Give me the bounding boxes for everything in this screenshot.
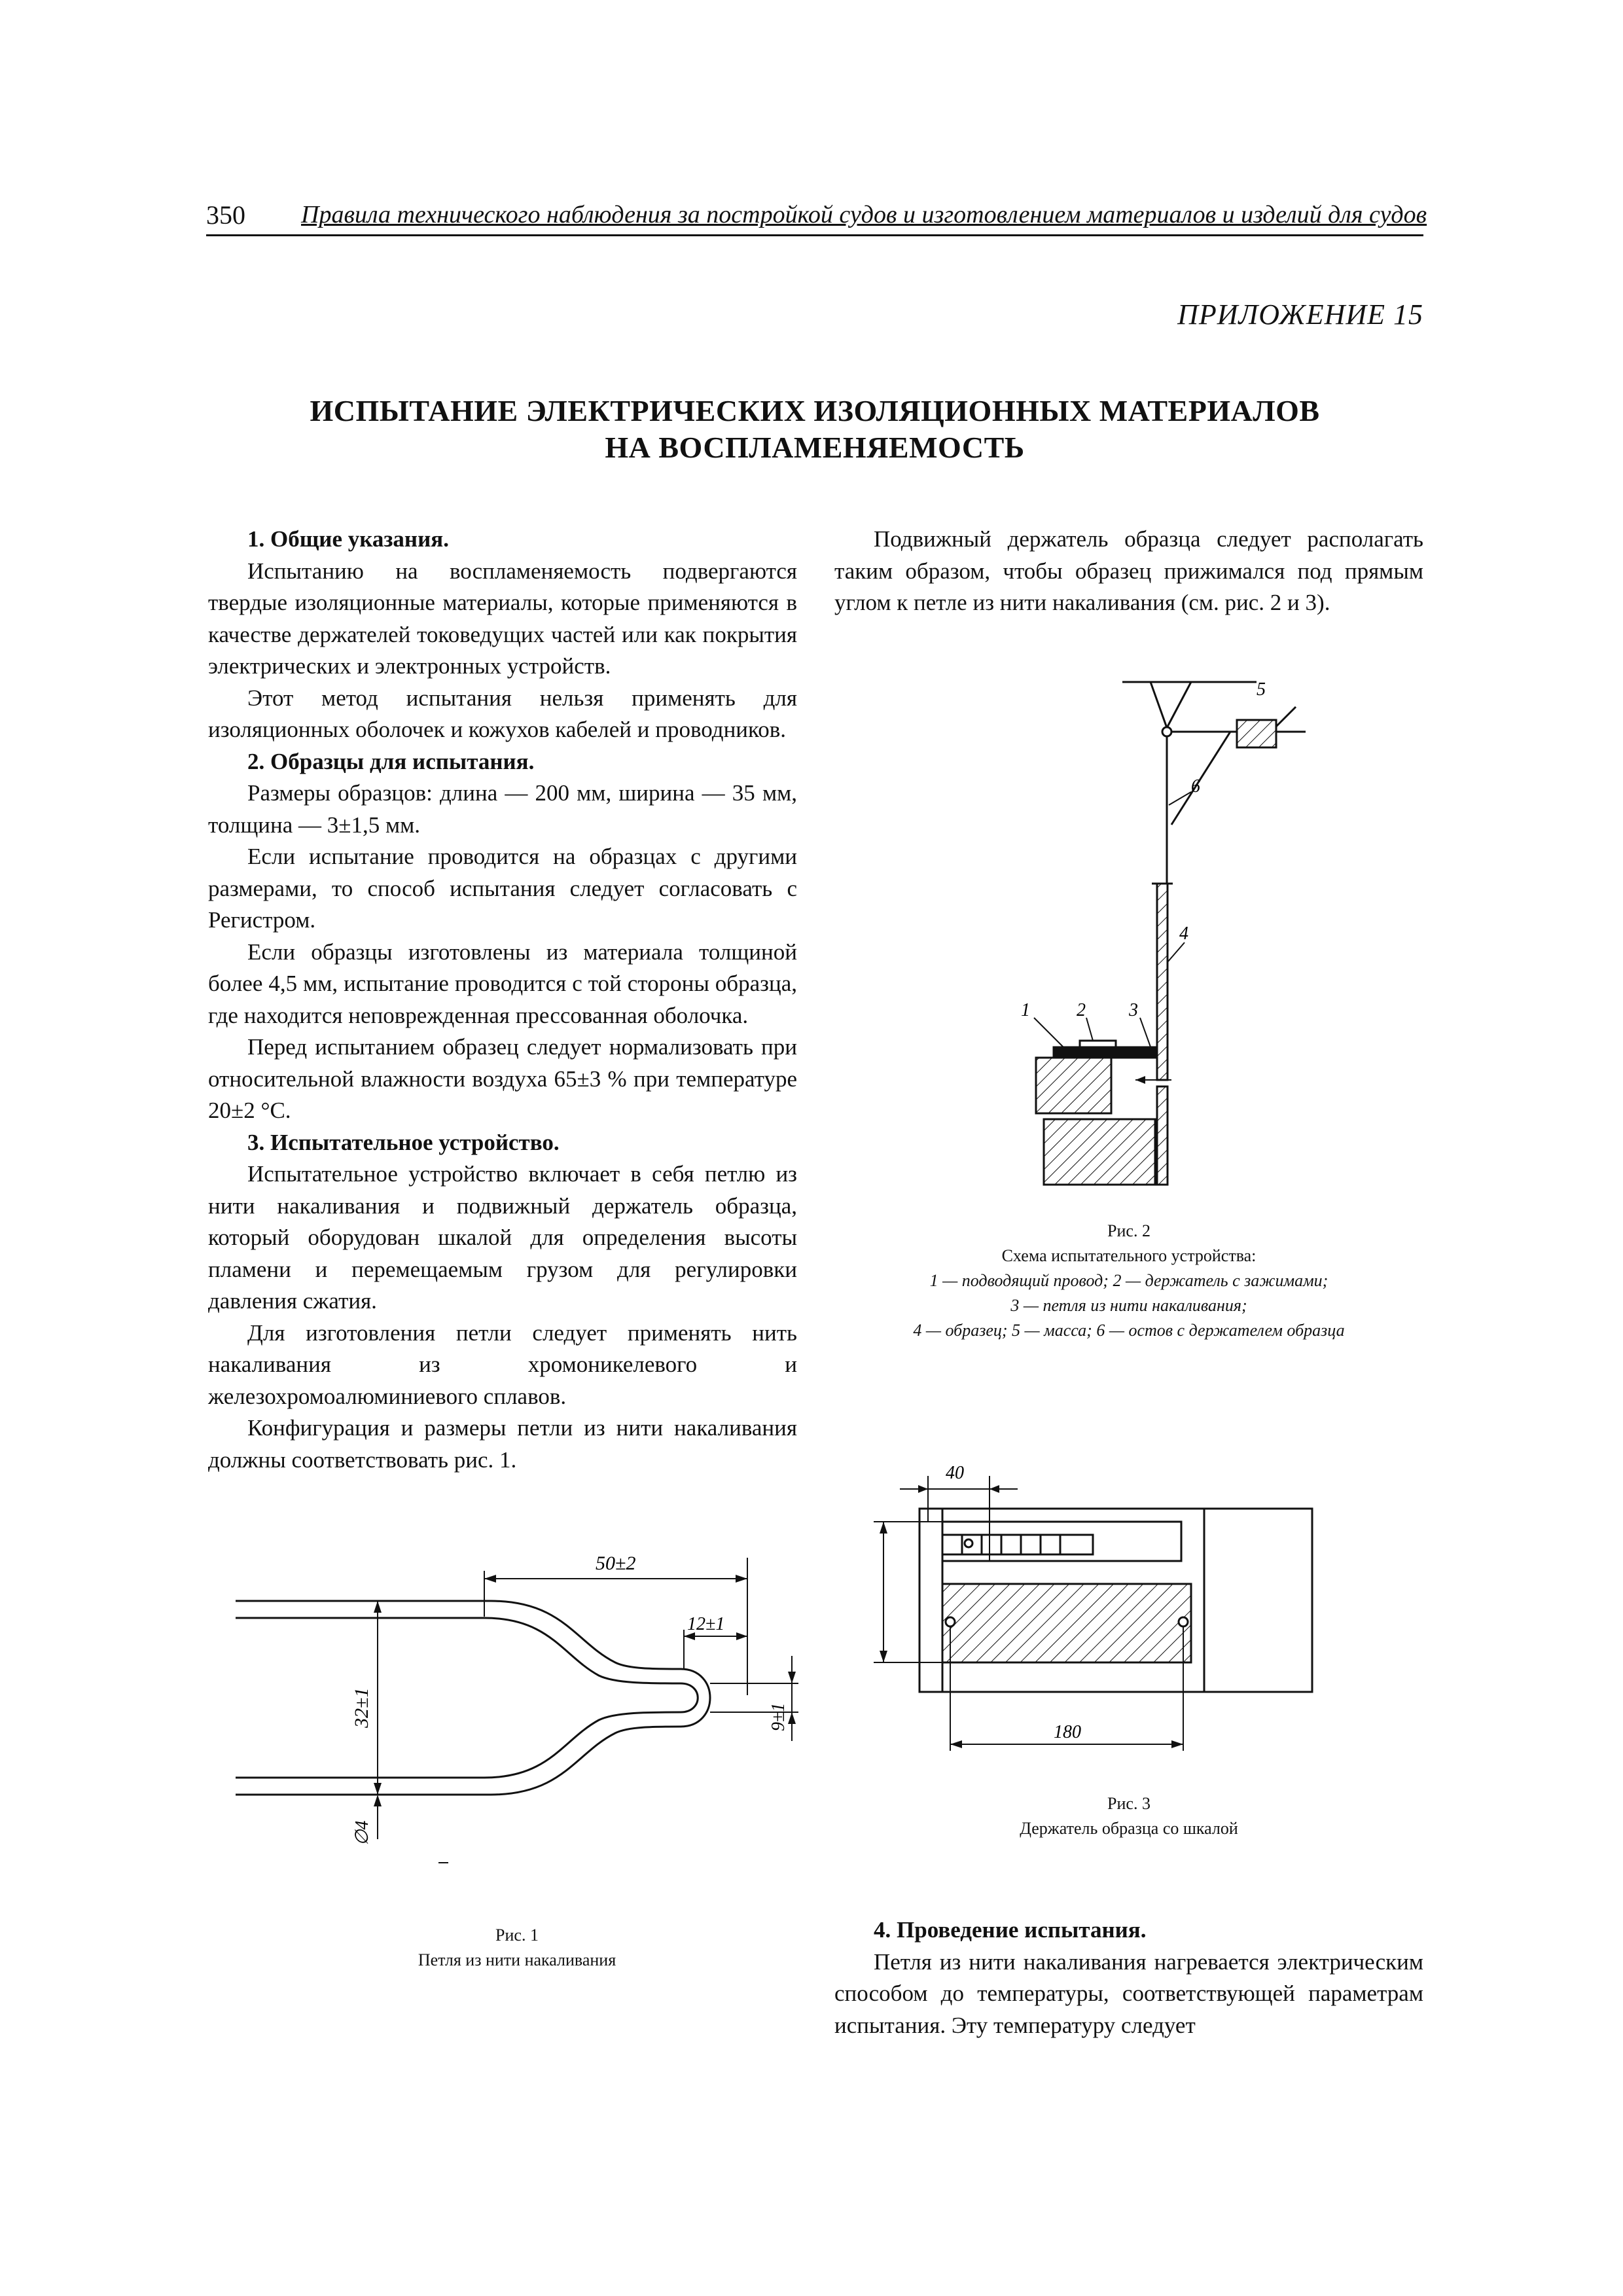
figure-2-caption [834,1219,1423,1343]
dim-9: 9±1 [768,1702,789,1731]
section-1-paragraph-1: Испытанию на воспламеняемость подвергаются твердые изоляционные материалы, которые применяются в качестве держателей токоведущих частей или как покрытия электрических и электронных устройств. [208,558,797,679]
label-6: 6 [1191,776,1200,797]
page-number: 350 [206,200,245,230]
figure-2-legend-1: 1 — подводящий провод; 2 — держатель с зажимами; [929,1271,1329,1290]
figure-3-number: Рис. 3 [1107,1794,1150,1813]
dim-d4: ∅4 [352,1820,372,1846]
section-4 [834,1914,1423,2041]
figure-1-caption [242,1923,792,1973]
section-3-paragraph-1: Испытательное устройство включает в себя петлю из нити накаливания и подвижный держатель образца, который оборудован шкалой для определения высоты пламени и перемещаемым грузом для регулировки давления сжатия. [208,1161,797,1314]
figure-1-title: Петля из нити накаливания [418,1950,616,1969]
dim-40: 40 [946,1463,964,1483]
dim-50: 50±2 [596,1552,636,1574]
section-2-heading: 2. Образцы для испытания. [247,748,535,774]
figure-2-legend-3: 4 — образец; 5 — масса; 6 — остов с держателем образца [913,1321,1345,1340]
figure-3-holder-drawing [861,1437,1384,1770]
right-column-intro [834,524,1423,619]
section-4-heading: 4. Проведение испытания. [874,1917,1147,1943]
section-2-paragraph-4: Перед испытанием образец следует нормализовать при относительной влажности воздуха 65±3 % при температуре 20±2 °С. [208,1034,797,1123]
title-line-2: НА ВОСПЛАМЕНЯЕМОСТЬ [605,431,1025,464]
label-2: 2 [1077,1000,1086,1020]
document-title [206,393,1423,466]
section-2-paragraph-1: Размеры образцов: длина — 200 мм, ширина — 35 мм, толщина — 3±1,5 мм. [208,780,797,838]
figure-3-caption [834,1791,1423,1841]
page-header [206,195,1427,236]
running-title: Правила технического наблюдения за постройкой судов и изготовлением материалов и изделий для судов [301,201,1427,228]
loop-upper-outer [236,1601,681,1669]
right-paragraph-1: Подвижный держатель образца следует располагать таким образом, чтобы образец прижимался под прямым углом к петле из нити накаливания (см. рис. 2 и 3). [834,526,1423,615]
section-2-paragraph-2: Если испытание проводится на образцах с другими размерами, то способ испытания следует согласовать с Регистром. [208,844,797,933]
title-line-1: ИСПЫТАНИЕ ЭЛЕКТРИЧЕСКИХ ИЗОЛЯЦИОННЫХ МАТЕРИАЛОВ [310,394,1320,427]
label-5: 5 [1257,679,1266,700]
section-2-paragraph-3: Если образцы изготовлены из материала толщиной более 4,5 мм, испытание проводится с той стороны образца, где находится неповрежденная прессованная оболочка. [208,939,797,1028]
figure-3-title: Держатель образца со шкалой [1020,1819,1238,1838]
figure-2-title: Схема испытательного устройства: [1001,1246,1257,1265]
figure-2-device-drawing [995,661,1361,1198]
section-3-paragraph-2: Для изготовления петли следует применять нить накаливания из хромоникелевого и железохромоалюминиевого сплавов. [208,1319,797,1409]
dim-12: 12±1 [687,1614,725,1634]
section-1-heading: 1. Общие указания. [247,526,449,552]
section-1-paragraph-2: Этот метод испытания нельзя применять для изоляционных оболочек и кожухов кабелей и проводников. [208,685,797,742]
left-column [208,524,797,1476]
figure-2-legend-2: 3 — петля из нити накаливания; [1010,1296,1247,1315]
section-3-heading: 3. Испытательное устройство. [247,1129,560,1155]
figure-1-number: Рис. 1 [495,1926,539,1945]
dim-32: 32±1 [351,1687,372,1728]
label-1: 1 [1021,1000,1030,1020]
appendix-label: ПРИЛОЖЕНИЕ 15 [1177,298,1423,331]
section-4-paragraph-1: Петля из нити накаливания нагревается электрическим способом до температуры, соответствующей параметрам испытания. Эту температуру следует [834,1948,1423,2038]
figure-2-number: Рис. 2 [1107,1221,1150,1240]
label-4: 4 [1179,924,1188,944]
dim-180: 180 [1054,1722,1081,1742]
figure-1-loop-drawing [223,1532,825,1898]
label-3: 3 [1129,1000,1138,1020]
section-3-paragraph-3: Конфигурация и размеры петли из нити накаливания должны соответствовать рис. 1. [208,1415,797,1473]
